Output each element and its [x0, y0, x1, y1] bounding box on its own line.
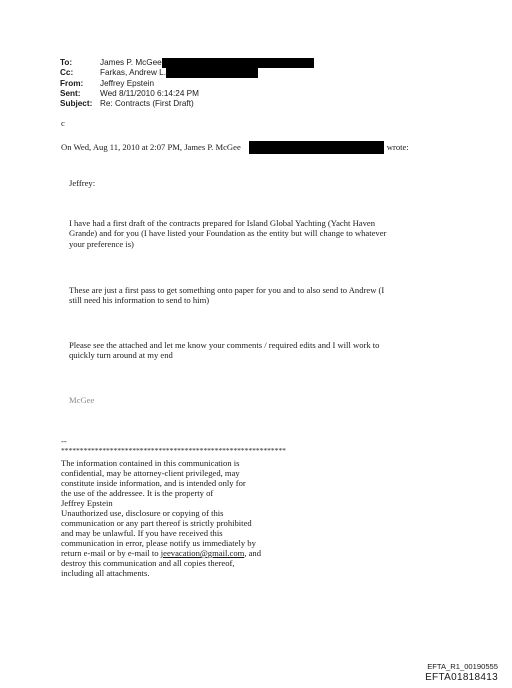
paragraph-1 — [69, 218, 386, 249]
text-line — [61, 548, 286, 558]
text-line: quickly turn around at my end — [69, 350, 173, 361]
text-line: including all attachments. — [61, 568, 150, 578]
quote-intro — [61, 141, 409, 154]
subject-label: Subject: — [60, 99, 93, 109]
redaction-bar — [249, 141, 384, 154]
text-line: Unauthorized use, disclosure or copying of this — [61, 508, 224, 518]
paragraph-2 — [69, 285, 384, 306]
sent-row — [60, 89, 314, 99]
text-segment: , and — [244, 548, 262, 558]
separator-stars: ************************************************************ — [61, 446, 286, 455]
reply-body: c — [61, 118, 65, 128]
paragraph-3 — [69, 340, 379, 361]
to-value: James P. McGee — [100, 58, 162, 67]
text-line: and may be unlawful. If you have received this — [61, 528, 223, 538]
to-label: To: — [60, 58, 73, 67]
quote-intro-wrote: wrote: — [386, 142, 409, 153]
text-line: still need his information to send to him) — [69, 295, 210, 306]
cc-value: Farkas, Andrew L. — [100, 68, 166, 78]
text-line: Jeffrey Epstein — [61, 498, 113, 508]
bates-id-small: EFTA_R1_00190555 — [427, 662, 498, 671]
disclaimer — [61, 436, 286, 578]
text-line: communication or any part thereof is strictly prohibited — [61, 518, 252, 528]
cc-label: Cc: — [60, 68, 74, 78]
subject-value: Re: Contracts (First Draft) — [100, 99, 194, 109]
to-row — [60, 58, 314, 68]
text-line: communication in error, please notify us immediately by — [61, 538, 256, 548]
from-value: Jeffrey Epstein — [100, 78, 155, 88]
separator-dashes: -- — [61, 436, 67, 446]
text-line: Please see the attached and let me know your comments / required edits and I will work to — [69, 340, 380, 350]
text-line: These are just a first pass to get something onto paper for you and to also send to Andrew (I — [69, 285, 385, 295]
from-label: From: — [60, 78, 84, 88]
greeting: Jeffrey: — [69, 178, 96, 188]
sent-label: Sent: — [60, 88, 81, 98]
subject-row — [60, 99, 314, 109]
text-line: the use of the addressee. It is the property of — [61, 488, 214, 498]
redaction-bar — [162, 58, 314, 68]
cc-row — [60, 68, 314, 78]
text-line: Grande) and for you (I have listed your Foundation as the entity but will change to whatever — [69, 228, 387, 239]
text-line: I have had a first draft of the contracts prepared for Island Global Yachting (Yacht Haven — [69, 218, 376, 228]
bates-id-large: EFTA01818413 — [425, 672, 498, 683]
signature: McGee — [69, 395, 95, 405]
sent-value: Wed 8/11/2010 6:14:24 PM — [100, 88, 199, 98]
text-line: constitute inside information, and is intended only for — [61, 478, 246, 488]
redaction-bar — [166, 68, 258, 78]
text-line: confidential, may be attorney-client privileged, may — [61, 468, 240, 478]
quote-intro-text: On Wed, Aug 11, 2010 at 2:07 PM, James P. McGee — [61, 142, 241, 153]
from-row — [60, 79, 314, 89]
text-segment: return e-mail or by e-mail to — [61, 548, 161, 558]
email-link[interactable]: jeevacation@gmail.com — [160, 548, 245, 558]
text-line: your preference is) — [69, 238, 134, 249]
text-line: destroy this communication and all copies thereof, — [61, 558, 235, 568]
text-line: The information contained in this communication is — [61, 458, 240, 468]
email-header — [60, 58, 314, 109]
